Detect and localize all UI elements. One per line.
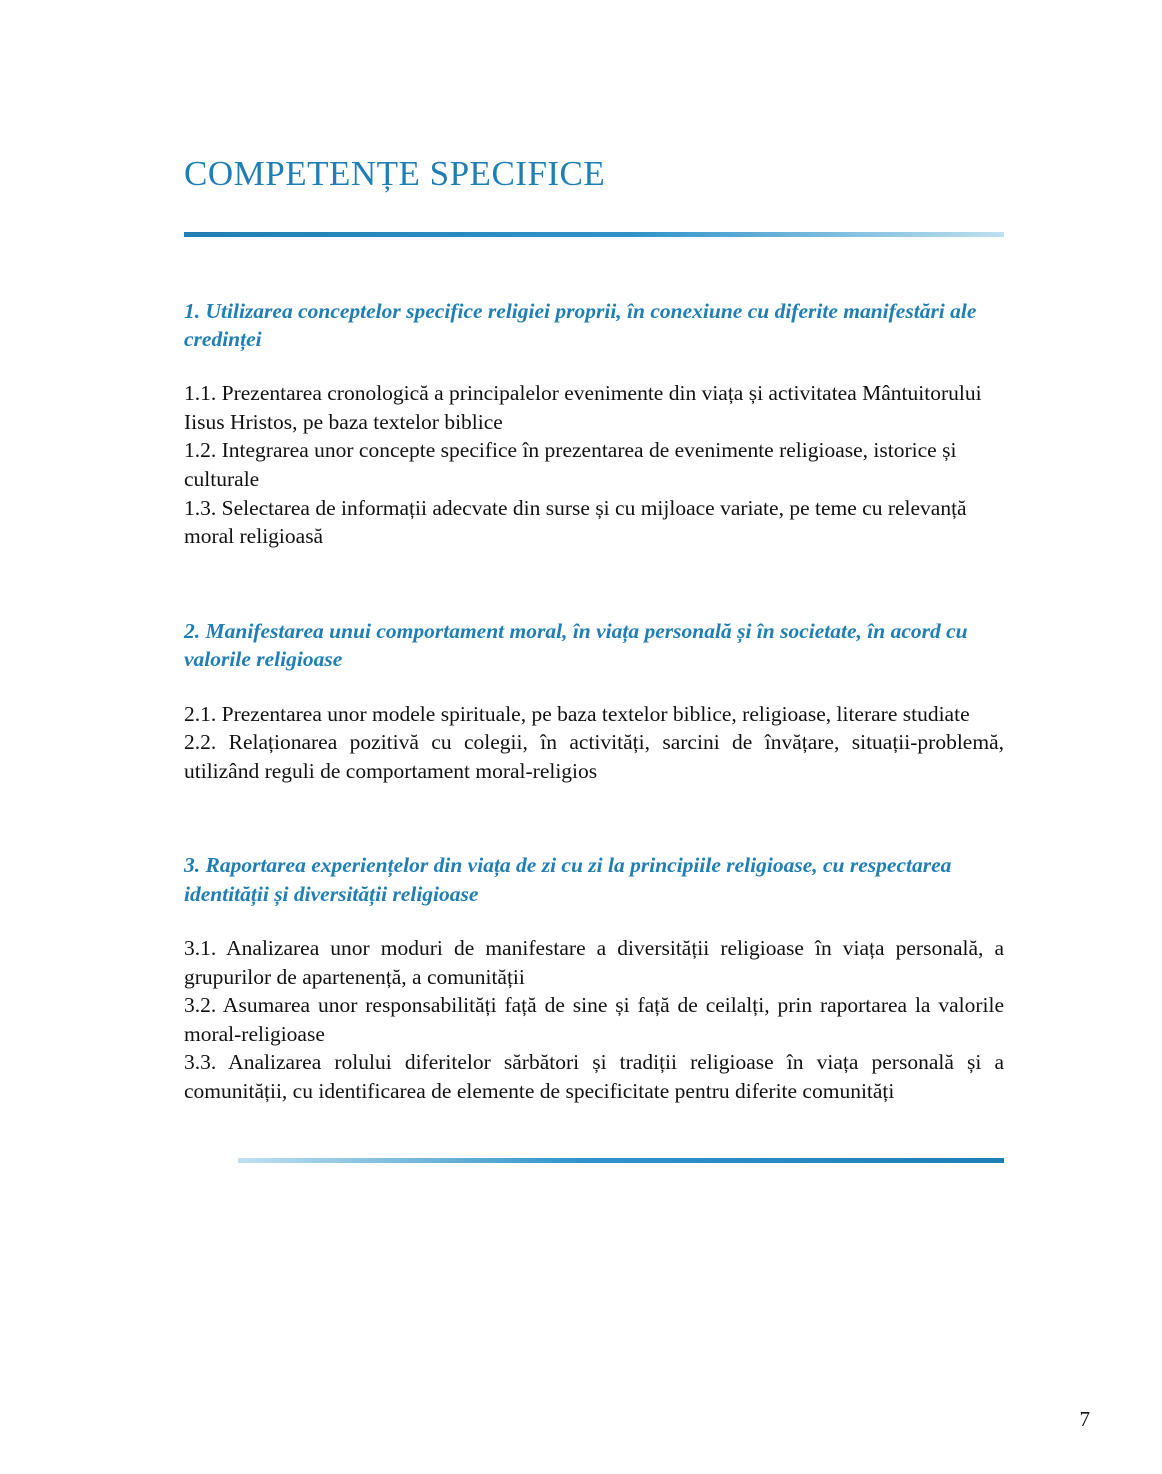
section-heading-2: 2. Manifestarea unui comportament moral, în viața personală și în societate, în acord cu valorile religioase xyxy=(184,618,968,672)
section-heading-3: 3. Raportarea experiențelor din viața de zi cu zi la principiile religioase, cu respectarea identității și diversității religioase xyxy=(184,853,952,906)
page-number: 7 xyxy=(1079,1407,1090,1431)
competency-item: 2.1. Prezentarea unor modele spirituale, pe baza textelor biblice, religioase, literare studiate xyxy=(184,701,970,726)
footer-divider xyxy=(238,1158,1004,1163)
competency-item: 1.3. Selectarea de informații adecvate din surse și cu mijloace variate, pe teme cu relevanță moral religioasă xyxy=(184,495,967,549)
competency-item: 3.2. Asumarea unor responsabilități față de sine și față de ceilalți, prin raportarea la valorile moral-religioase xyxy=(184,993,1004,1046)
section-body-2 xyxy=(184,700,1004,786)
competency-item: 2.2. Relaționarea pozitivă cu colegii, în activități, sarcini de învățare, situații-problemă, utilizând reguli de comportament moral-religios xyxy=(184,730,1004,783)
section-body-1 xyxy=(184,379,1004,551)
competency-section-1 xyxy=(184,297,1004,551)
page-content xyxy=(184,155,1004,1163)
competency-item: 1.2. Integrarea unor concepte specifice în prezentarea de evenimente religioase, istorice și culturale xyxy=(184,438,957,492)
section-heading-1: 1. Utilizarea conceptelor specifice religiei proprii, în conexiune cu diferite manifestări ale credinței xyxy=(184,298,977,351)
competency-section-3 xyxy=(184,851,1004,1105)
page-title: COMPETENȚE SPECIFICE xyxy=(184,154,606,193)
competency-item: 1.1. Prezentarea cronologică a principalelor evenimente din viața și activitatea Mântuitorului Iisus Hristos, pe baza textelor biblice xyxy=(184,381,982,434)
section-body-3 xyxy=(184,934,1004,1106)
competency-item: 3.1. Analizarea unor moduri de manifestare a diversității religioase în viața personală, a grupurilor de apartenență, a comunității xyxy=(184,936,1004,989)
competency-item: 3.3. Analizarea rolului diferitelor sărbători și tradiții religioase în viața personală și a comunității, cu identificarea de elemente de specificitate pentru diferite comunități xyxy=(184,1050,1004,1104)
competency-section-2 xyxy=(184,617,1004,786)
header-divider xyxy=(184,232,1004,237)
